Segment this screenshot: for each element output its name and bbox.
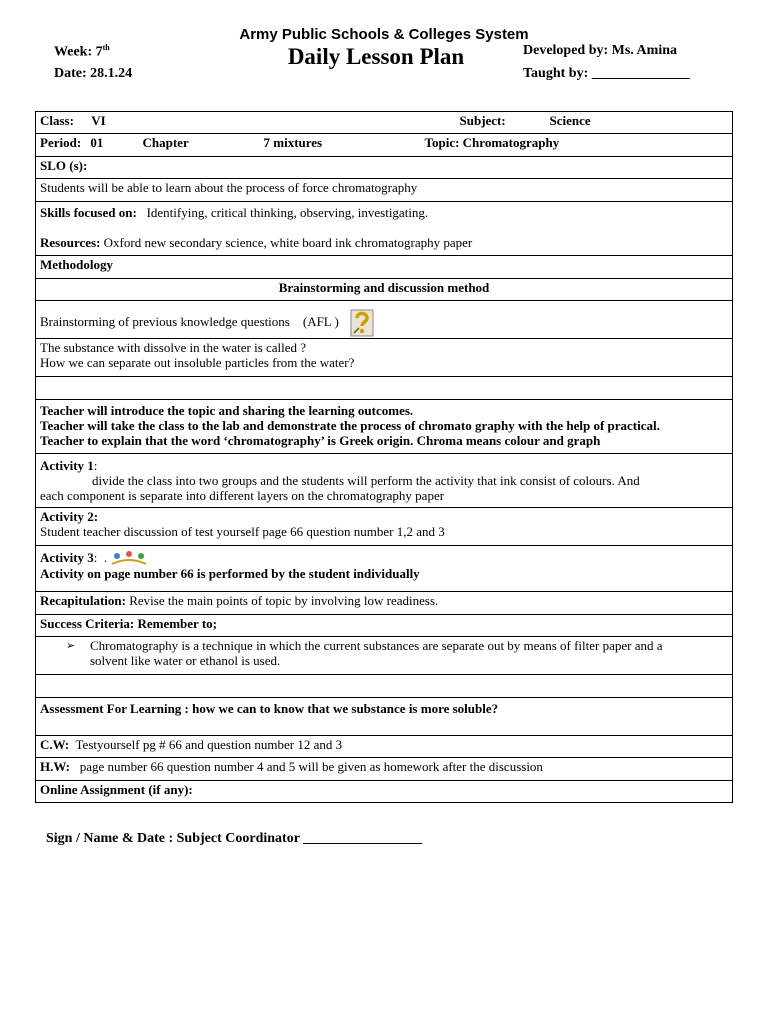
page-title: Daily Lesson Plan	[287, 44, 465, 69]
method-name: Brainstorming and discussion method	[36, 279, 733, 301]
week-label: Week: 7	[54, 44, 103, 60]
question-2: How we can separate out insoluble particles from the water?	[40, 355, 355, 370]
activity1-label: Activity 1	[40, 458, 94, 473]
brainstorm-row	[36, 301, 733, 339]
skills-text: Identifying, critical thinking, observing, investigating.	[146, 205, 429, 220]
skills-label: Skills focused on:	[40, 205, 137, 220]
chapter-value: 7 mixtures	[263, 135, 323, 150]
method-name-row	[36, 279, 733, 301]
resources-label: Resources:	[40, 235, 101, 250]
class-value: VI	[91, 113, 106, 128]
activity2-text: Student teacher discussion of test yourself page 66 question number 1,2 and 3	[40, 524, 445, 539]
skills-row	[36, 202, 733, 256]
activity-clipart-icon	[109, 550, 149, 566]
activity3-label: Activity 3	[40, 550, 94, 565]
activity3-row: Activity 3: . Activity on page number 66 is performed by the student individually	[36, 546, 733, 592]
resources-text: Oxford new secondary science, white board ink chromatography paper	[103, 235, 473, 250]
hw-label: H.W:	[40, 759, 70, 774]
cw-label: C.W:	[40, 737, 70, 752]
activity1-text: divide the class into two groups and the students will perform the activity that ink consist of colours. And	[92, 473, 640, 488]
online-row	[36, 781, 733, 803]
question-1: The substance with dissolve in the water is called ?	[40, 340, 307, 355]
activity1-text2: each component is separate into different layers on the chromatography paper	[40, 488, 445, 503]
success-text-2: solvent like water or ethanol is used.	[90, 653, 281, 668]
taught-by: Taught by: ______________	[523, 66, 690, 81]
developed-by: Developed by: Ms. Amina	[523, 43, 677, 58]
teacher-row	[36, 400, 733, 454]
methodology-label: Methodology	[36, 256, 733, 279]
questions-row	[36, 339, 733, 377]
brainstorm-text: Brainstorming of previous knowledge questions	[40, 313, 290, 329]
chapter-label: Chapter	[142, 135, 189, 150]
success-text-1: Chromatography is a technique in which the current substances are separate out by means of filter paper and a	[90, 638, 663, 653]
slo-text: Students will be able to learn about the process of force chromatography	[36, 179, 733, 202]
lesson-plan-table	[35, 111, 733, 803]
success-label: Success Criteria: Remember to;	[36, 615, 733, 637]
activity3-text: Activity on page number 66 is performed by the student individually	[40, 566, 420, 581]
online-label: Online Assignment (if any):	[36, 781, 733, 803]
success-bullet	[40, 638, 728, 668]
question-mark-icon	[350, 309, 374, 337]
topic: Topic: Chromatography	[424, 135, 560, 150]
hw-text: page number 66 question number 4 and 5 will be given as homework after the discussion	[79, 759, 543, 774]
methodology-row	[36, 256, 733, 279]
subject-value: Science	[549, 113, 591, 128]
afl-row	[36, 698, 733, 736]
cw-row	[36, 736, 733, 758]
slo-text-row	[36, 179, 733, 202]
week-sup: th	[102, 43, 110, 52]
teacher-line-3: Teacher to explain that the word ‘chromatography’ is Greek origin. Chroma means colour and graph	[40, 433, 601, 448]
cw-text: Testyourself pg # 66 and question number 12 and 3	[75, 737, 343, 752]
activity1-row: Activity 1: divide the class into two groups and the students will perform the activity that ink consist of colours. And each component is separate into different layers on the chromatography paper	[36, 454, 733, 508]
week-field	[54, 43, 110, 61]
recap-label: Recapitulation:	[40, 593, 126, 608]
arrow-bullet-icon: ➢	[66, 639, 76, 652]
slo-label: SLO (s):	[36, 157, 733, 179]
period-row	[36, 134, 733, 157]
organization-name: Army Public Schools & Colleges System	[239, 26, 529, 43]
success-text-row	[36, 637, 733, 675]
teacher-line-2: Teacher will take the class to the lab and demonstrate the process of chromato graphy with the help of practical.	[40, 418, 660, 433]
activity2-label: Activity 2:	[40, 509, 99, 524]
sign-line: Sign / Name & Date : Subject Coordinator _________________	[46, 831, 423, 846]
recap-row	[36, 592, 733, 615]
success-row	[36, 615, 733, 637]
afl-text: Assessment For Learning : how we can to know that we substance is more soluble?	[36, 698, 733, 736]
period-value: 01	[90, 135, 104, 150]
subject-label: Subject:	[459, 113, 506, 128]
empty-row-2	[36, 675, 733, 698]
recap-text: Revise the main points of topic by involving low readiness.	[129, 593, 439, 608]
slo-row	[36, 157, 733, 179]
activity2-row	[36, 508, 733, 546]
hw-row	[36, 758, 733, 781]
teacher-line-1: Teacher will introduce the topic and sharing the learning outcomes.	[40, 403, 414, 418]
brainstorm-tag: (AFL )	[302, 313, 339, 329]
date-field: Date: 28.1.24	[54, 66, 133, 81]
period-label: Period:	[40, 135, 82, 150]
class-row	[36, 112, 733, 134]
class-label: Class:	[40, 113, 74, 128]
empty-row-1	[36, 377, 733, 400]
